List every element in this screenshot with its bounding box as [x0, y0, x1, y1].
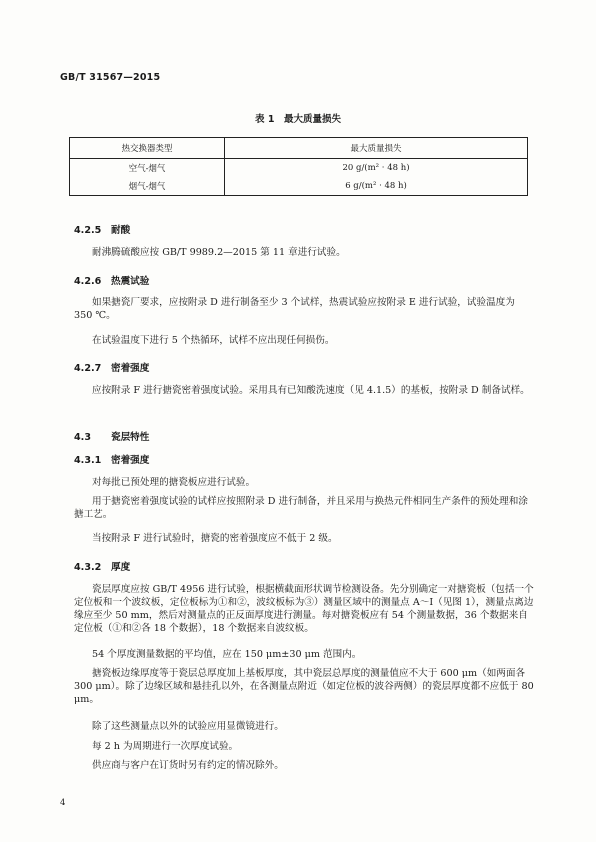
paragraph: 瓷层厚度应按 GB/T 4956 进行试验，根据横截面形状调节检测设备。先分别确定一对搪瓷板（包括一个定位板和一个波纹板，定位板标为①和②，波纹板标为③）测量区域中的测量点 A～I（见图 1），测量点离边缘应至少 50 mm，然后对测量点的正反面厚度进行测量。每对搪瓷板应有 54 个测量数据，36 个数据来自定位板（①和②各 18 个数据），18 个数据来自波纹板。 [74, 584, 534, 634]
section-heading-4-3-1 [74, 452, 149, 466]
section-title: 密着强度 [111, 363, 150, 374]
table-cell: 烟气-烟气 [70, 177, 225, 196]
section-number: 4.2.6 [74, 276, 102, 287]
section-title: 密着强度 [111, 455, 150, 466]
section-title: 热震试验 [111, 276, 150, 287]
paragraph: 应按附录 F 进行搪瓷密着强度试验。采用具有已知酸洗速度（见 4.1.5）的基板，按附录 D 制备试样。 [92, 385, 530, 396]
section-heading-4-2-6 [74, 273, 149, 287]
max-mass-loss-table [69, 137, 528, 196]
paragraph: 如果搪瓷厂要求，应按附录 D 进行制备至少 3 个试样，热震试验应按附录 E 进行试验，试验温度为 350 ℃。 [74, 297, 515, 321]
section-title: 厚度 [111, 562, 131, 573]
paragraph: 用于搪瓷密着强度试验的试样应按照附录 D 进行制备，并且采用与换热元件相同生产条件的预处理和涂搪工艺。 [74, 496, 528, 520]
table-row [70, 159, 528, 178]
paragraph: 在试验温度下进行 5 个热循环，试样不应出现任何损伤。 [92, 335, 335, 346]
table-cell: 6 g/(m² · 48 h) [225, 177, 528, 196]
table-header-cell: 热交换器类型 [70, 138, 225, 159]
table-cell: 20 g/(m² · 48 h) [225, 159, 528, 178]
paragraph: 对每批已预处理的搪瓷板应进行试验。 [92, 477, 256, 488]
section-number: 4.2.7 [74, 363, 102, 374]
table-title: 表 1 最大质量损失 [255, 114, 341, 125]
paragraph: 搪瓷板边缘厚度等于瓷层总厚度加上基板厚度，其中瓷层总厚度的测量值应不大于 600 μm（如两面各 300 μm）。除了边缘区域和悬挂孔以外，在各测量点附近（如定位板的波谷两侧）的瓷层厚度都不应低于 80 μm。 [74, 668, 534, 705]
standard-code: GB/T 31567—2015 [60, 72, 161, 83]
section-heading-4-2-5 [74, 222, 130, 236]
paragraph: 供应商与客户在订货时另有约定的情况除外。 [92, 760, 284, 771]
section-title: 耐酸 [111, 225, 131, 236]
table-cell: 空气-烟气 [70, 159, 225, 178]
section-number: 4.2.5 [74, 225, 102, 236]
paragraph: 54 个厚度测量数据的平均值，应在 150 μm±30 μm 范围内。 [92, 649, 362, 660]
table-header-cell: 最大质量损失 [225, 138, 528, 159]
table-header-row [70, 138, 528, 159]
paragraph: 当按附录 F 进行试验时，搪瓷的密着强度应不低于 2 级。 [92, 533, 338, 544]
section-number: 4.3.1 [74, 455, 102, 466]
section-heading-4-3-2 [74, 559, 130, 573]
section-number: 4.3 [74, 432, 91, 443]
paragraph: 除了这些测量点以外的试验应用显微镜进行。 [92, 721, 284, 732]
section-number: 4.3.2 [74, 562, 102, 573]
section-heading-4-2-7 [74, 360, 149, 374]
table-row [70, 177, 528, 196]
paragraph: 每 2 h 为周期进行一次厚度试验。 [92, 741, 239, 752]
section-heading-4-3 [74, 429, 149, 443]
page-number: 4 [60, 798, 66, 808]
section-title: 瓷层特性 [111, 432, 150, 443]
paragraph: 耐沸腾硫酸应按 GB/T 9989.2—2015 第 11 章进行试验。 [92, 247, 346, 258]
